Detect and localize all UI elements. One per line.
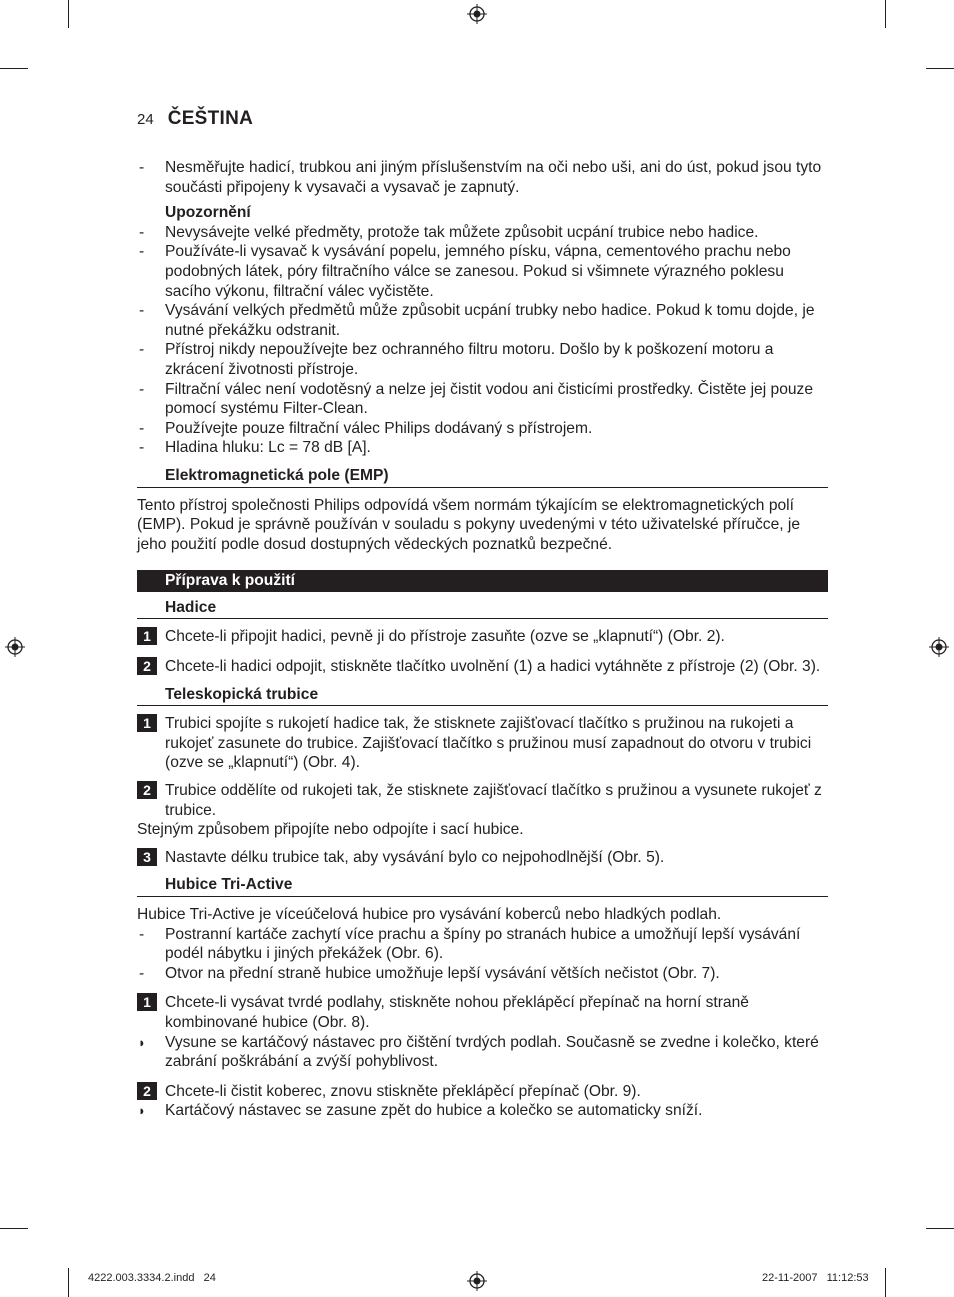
result-item: ◗ Vysune se kartáčový nástavec pro čištění tvrdých podlah. Současně se zvedne i kolečko, které zabrání poškrábání a zvýší pohyblivost.	[138, 1033, 819, 1071]
crop-mark	[926, 68, 954, 69]
result-arrow-icon: ◗	[138, 1103, 146, 1119]
language-heading: ČEŠTINA	[167, 108, 254, 129]
list-item: - Nevysávejte velké předměty, protože tak můžete způsobit ucpání trubice nebo hadice.	[139, 223, 759, 241]
page-content	[137, 158, 828, 1121]
footer-datetime: 22-11-2007 11:12:53	[762, 1272, 869, 1284]
section-title-preparation: Příprava k použití	[137, 570, 828, 592]
crop-mark	[0, 68, 28, 69]
list-item: - Používejte pouze filtrační válec Philips dodávaný s přístrojem.	[139, 419, 593, 437]
registration-mark-icon	[467, 1271, 487, 1291]
list-item: - Hladina hluku: Lc = 78 dB [A].	[139, 439, 371, 457]
tube-note: Stejným způsobem připojíte nebo odpojíte i sací hubice.	[137, 821, 524, 839]
step-item: 3 Nastavte délku trubice tak, aby vysávání bylo co nejpohodlnější (Obr. 5).	[137, 848, 828, 868]
list-item: - Nesměřujte hadicí, trubkou ani jiným příslušenstvím na oči nebo uši, ani do úst, pokud jsou tyto součásti připojeny k vysavači a vysavač je zapnutý.	[139, 159, 822, 196]
list-item: - Používáte-li vysavač k vysávání popelu, jemného písku, vápna, cementového prachu nebo podobných látek, póry filtračního válce se zanesou. Pokud si všimnete výrazného poklesu sacího výkonu, filtrační válec vyčistěte.	[139, 243, 791, 300]
step-item: 1 Chcete-li vysávat tvrdé podlahy, stiskněte nohou překlápěcí přepínač na horní straně kombinované hubice (Obr. 8).	[137, 993, 828, 1032]
list-item: - Vysávání velkých předmětů může způsobit ucpání trubky nebo hadice. Pokud k tomu dojde, je nutné překážku odstranit.	[139, 302, 815, 339]
caution-heading: Upozornění	[165, 204, 251, 222]
nozzle-heading: Hubice Tri-Active	[137, 875, 828, 897]
tube-heading: Teleskopická trubice	[137, 685, 828, 707]
registration-mark-icon	[5, 637, 25, 657]
crop-mark	[68, 0, 69, 28]
nozzle-intro: Hubice Tri-Active je víceúčelová hubice pro vysávání koberců nebo hladkých podlah.	[137, 906, 722, 923]
crop-mark	[0, 1228, 28, 1229]
emp-heading: Elektromagnetická pole (EMP)	[137, 466, 828, 488]
step-item: 2 Trubice oddělíte od rukojeti tak, že stisknete zajišťovací tlačítko s pružinou a vysunete rukojeť z trubice.	[137, 781, 828, 820]
list-item: - Postranní kartáče zachytí více prachu a špíny po stranách hubice a umožňují lepší vysávání podél nábytku i jiných překážek (Obr. 6).	[139, 925, 801, 963]
footer-file-slug: 4222.003.3334.2.indd 24	[88, 1272, 216, 1284]
list-item: - Filtrační válec není vodotěsný a nelze jej čistit vodou ani čisticími prostředky. Čistěte jej pouze pomocí systému Filter-Clean.	[139, 380, 814, 418]
step-item: 2 Chcete-li hadici odpojit, stiskněte tlačítko uvolnění (1) a hadici vytáhněte z přístroje (2) (Obr. 3).	[137, 657, 828, 677]
registration-mark-icon	[467, 4, 487, 24]
result-arrow-icon: ◗	[138, 1034, 146, 1050]
crop-mark	[68, 1268, 69, 1297]
step-item: 1 Chcete-li připojit hadici, pevně ji do přístroje zasuňte (ozve se „klapnutí“) (Obr. 2).	[137, 627, 828, 647]
crop-mark	[885, 0, 886, 28]
page-header	[137, 108, 253, 130]
result-item: ◗ Kartáčový nástavec se zasune zpět do hubice a kolečko se automaticky sníží.	[138, 1102, 703, 1120]
emp-text: Tento přístroj společnosti Philips odpovídá všem normám týkajícím se elektromagnetických polí (EMP). Pokud je správně používán v souladu s pokyny uvedenými v této uživatelské příručce, je jeho použití podle dosud dostupných vědeckých poznatků bezpečné.	[137, 496, 801, 553]
registration-mark-icon	[929, 637, 949, 657]
hose-heading: Hadice	[137, 598, 828, 620]
crop-mark	[926, 1228, 954, 1229]
step-item: 1 Trubici spojíte s rukojetí hadice tak, že stisknete zajišťovací tlačítko s pružinou na rukojeti a rukojeť zasunete do trubice. Zajišťovací tlačítko s pružinou musí zapadnout do otvoru v trubici (ozve se „klapnutí“) (Obr. 4).	[137, 714, 828, 773]
list-item: - Otvor na přední straně hubice umožňuje lepší vysávání větších nečistot (Obr. 7).	[139, 964, 720, 982]
list-item: - Přístroj nikdy nepoužívejte bez ochranného filtru motoru. Došlo by k poškození motoru a zkrácení životnosti přístroje.	[139, 341, 774, 378]
page-number: 24	[137, 111, 154, 128]
step-item: 2 Chcete-li čistit koberec, znovu stiskněte překlápěcí přepínač (Obr. 9).	[137, 1082, 828, 1102]
crop-mark	[885, 1268, 886, 1297]
